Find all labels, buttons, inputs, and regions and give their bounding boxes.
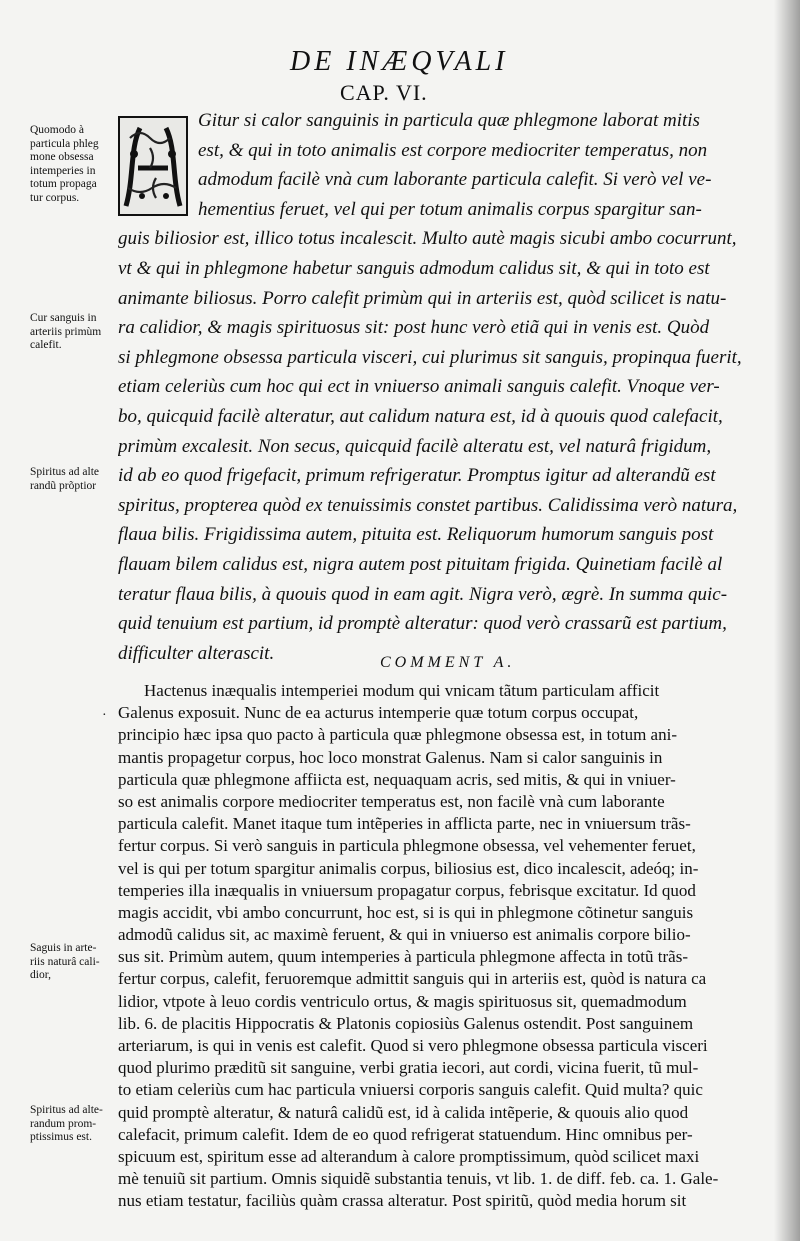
- comment-line: magis accidit, vbi ambo concurrunt, hoc est, si is qui in phlegmone cõtinetur sanguis: [118, 902, 694, 922]
- margin-note-line: arteriis primùm: [30, 325, 102, 338]
- main-line: teratur flaua bilis, à quouis quod in eam agit. Nigra verò, ægrè. In summa quic-: [118, 583, 728, 605]
- main-line: animante biliosus. Porro calefit primùm qui in arteriis est, quòd scilicet is natu-: [118, 287, 727, 309]
- comment-line: arteriarum, is qui in venis est calefit. Quod si vero phlegmone obsessa particula visceri: [118, 1036, 708, 1055]
- comment-line: fertur corpus. Si verò sanguis in particula phlegmone obsessa, vel vehementer feruet,: [118, 836, 696, 856]
- comment-line: quod plurimo præditũ sit sanguine, verbi gratia iecori, aut cordi, vicina fuerit, tũ mul-: [118, 1058, 699, 1078]
- chapter-heading: CAP. VI.: [340, 80, 428, 105]
- comment-line: particula calefit. Manet itaque tum intẽperies in afflicta parte, nec in vniuersum trãs-: [118, 814, 691, 834]
- comment-line: so est animalis corpore mediocriter temperatus est, non facilè vnà cum laborante: [118, 791, 665, 811]
- margin-note-line: Spiritus ad alte-: [30, 1104, 103, 1116]
- main-line: id ab eo quod frigefacit, primum refrigeratur. Promptus igitur ad alterandũ est: [118, 465, 716, 487]
- margin-note-line: mone obsessa: [30, 151, 94, 163]
- margin-note: [30, 124, 120, 205]
- margin-note-line: randũ prõptior: [30, 479, 97, 492]
- margin-note: [30, 466, 120, 493]
- comment-line: fertur corpus, calefit, feruoremque admittit sanguis qui in arteriis est, quòd is natura ca: [118, 969, 707, 989]
- comment-line: Galenus exposuit. Nunc de ea acturus intemperie quæ totum corpus occupat,: [118, 703, 639, 723]
- comment-line: mè tenuiũ sit partium. Omnis siquidẽ substantia tenuis, vt lib. 1. de diff. feb. ca. 1. Gale-: [118, 1169, 719, 1189]
- margin-note-line: Spiritus ad alte: [30, 466, 99, 478]
- main-line: ra calidior, & magis spirituosus sit: post hunc verò etiã qui in venis est. Quòd: [118, 317, 710, 339]
- comment-line: principio hæc ipsa quo pacto à particula quæ phlegmone obsessa est, in totum ani-: [118, 725, 677, 745]
- margin-note-line: dior,: [30, 969, 51, 981]
- margin-note: [30, 942, 120, 983]
- main-text: [118, 106, 770, 668]
- main-line: flaua bilis. Frigidissima autem, pituita est. Reliquorum humorum sanguis post: [118, 524, 714, 546]
- comment-line: temperies illa inæqualis in vniuersum propagatur corpus, febrisque excitatur. Id quod: [118, 880, 696, 900]
- comment-line: admodũ calidus sit, ac maximè feruent, & qui in vniuerso est animalis corpore bilio-: [118, 925, 691, 945]
- margin-note-line: particula phleg: [30, 137, 99, 150]
- comment-line: mantis propagetur corpus, hoc loco monstrat Galenus. Nam si calor sanguinis in: [118, 747, 663, 767]
- main-line: flauam bilem calidus est, nigra autem post pituitam frigida. Quinetiam facilè al: [118, 553, 723, 575]
- comment-line: lidior, vtpote à leuo cordis ventriculo ortus, & magis spirituosus sit, quemadmodum: [118, 991, 687, 1011]
- margin-mark: ·: [102, 708, 107, 723]
- margin-note-line: intemperies in: [30, 164, 96, 177]
- comment-line: quid promptè alteratur, & naturâ calidũ est, id à calida intẽperie, & quouis alio quod: [118, 1102, 689, 1122]
- comment-text: [118, 680, 778, 1213]
- binding-shadow: [774, 0, 800, 1241]
- main-line: si phlegmone obsessa particula visceri, cui plurimus sit sanguis, propinqua fuerit,: [118, 346, 742, 368]
- comment-line: particula quæ phlegmone affiicta est, nequaquam acris, sed mitis, & qui in vniuer-: [118, 769, 676, 789]
- margin-note-line: randum prom-: [30, 1117, 97, 1130]
- main-line: guis biliosior est, illico totus incalescit. Multo autè magis sicubi ambo cocurrunt,: [118, 228, 737, 250]
- main-line: admodum facilè vnà cum laborante particula calefit. Si verò vel ve-: [198, 169, 712, 191]
- main-line: difficulter alterascit.: [118, 642, 275, 664]
- margin-note-line: calefit.: [30, 339, 62, 351]
- main-line: spiritus, propterea quòd ex tenuissimis constet partibus. Calidissima verò natura,: [118, 494, 738, 516]
- margin-note-line: Quomodo à: [30, 124, 84, 136]
- margin-note-line: ptissimus est.: [30, 1131, 92, 1143]
- margin-note-line: tur corpus.: [30, 191, 80, 204]
- main-line: bo, quicquid facilè alteratur, aut calidum natura est, id à quouis quod calefacit,: [118, 405, 723, 427]
- margin-note: [30, 312, 120, 353]
- comment-line: Hactenus inæqualis intemperiei modum qui vnicam tãtum particulam afficit: [144, 681, 660, 700]
- main-line: quid tenuium est partium, id promptè alteratur: quod verò crassarũ est partium,: [118, 613, 727, 635]
- comment-line: calefacit, primum calefit. Idem de eo quod refrigerat statuendum. Hinc omnibus per-: [118, 1124, 693, 1144]
- comment-line: lib. 6. de placitis Hippocratis & Platonis copiosiùs Galenus ostendit. Post sanguinem: [118, 1013, 694, 1033]
- margin-note-line: totum propaga: [30, 178, 97, 190]
- running-head: DE INÆQVALI: [290, 46, 509, 77]
- margin-note-line: Cur sanguis in: [30, 312, 97, 324]
- margin-note-line: Saguis in arte-: [30, 942, 97, 954]
- comment-line: nus etiam testatur, faciliùs quàm crassa alteratur. Post spiritũ, quòd media horum sit: [118, 1191, 687, 1211]
- main-line: primùm excalesit. Non secus, quicquid facilè alteratu est, vel naturâ frigidum,: [118, 435, 712, 457]
- main-line: etiam celeriùs cum hoc qui ect in vniuerso animali sanguis calefit. Vnoque ver-: [118, 376, 720, 398]
- main-line: est, & qui in toto animalis est corpore mediocriter temperatus, non: [198, 139, 708, 161]
- main-line: vt & qui in phlegmone habetur sanguis admodum calidus sit, & qui in toto est: [118, 257, 710, 279]
- main-line: hementius feruet, vel qui per totum animalis corpus spargitur san-: [198, 198, 702, 220]
- comment-line: spicuum est, spiritum esse ad alterandum à calore promptissimum, quòd scilicet maxi: [118, 1146, 700, 1166]
- comment-line: vel is qui per totum spargitur animalis corpus, biliosius est, dico incalescit, adeóq; in-: [118, 858, 699, 878]
- margin-note-line: riis naturâ cali-: [30, 955, 100, 968]
- comment-heading: COMMENT A.: [380, 654, 516, 671]
- margin-note: [30, 1104, 120, 1145]
- comment-line: to etiam celeriùs cum hac particula vniuersi corporis sanguis calefit. Quid multa? quic: [118, 1080, 703, 1100]
- comment-line: sus sit. Primùm autem, quum intemperies à particula phlegmone affecta in totũ trãs-: [118, 947, 688, 967]
- main-line: Gitur si calor sanguinis in particula quæ phlegmone laborat mitis: [198, 110, 700, 131]
